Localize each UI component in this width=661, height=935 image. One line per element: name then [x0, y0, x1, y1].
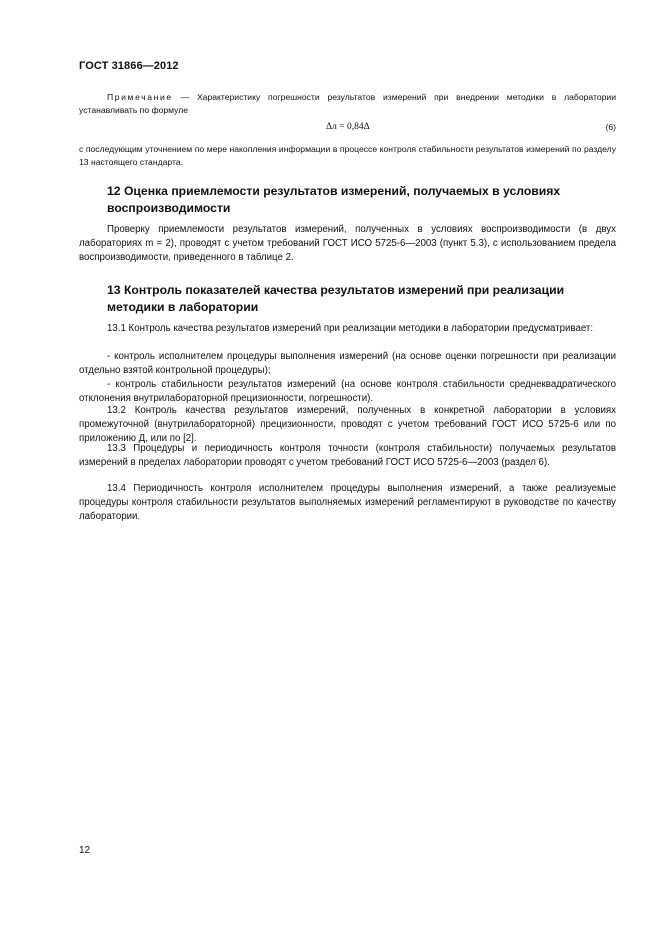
formula-row: [79, 122, 616, 136]
note-label: Примечание: [107, 92, 173, 102]
formula-expression: Δл = 0,84Δ: [326, 122, 370, 132]
standard-header: ГОСТ 31866—2012: [79, 60, 179, 72]
section-13-title: 13 Контроль показателей качества результатов измерений при реализации методики в лаборатории: [107, 283, 565, 314]
note-dash: —: [172, 92, 197, 102]
section-13-3-paragraph: 13.3 Процедуры и периодичность контроля точности (контроля стабильности) получаемых результатов измерений в пределах лаборатории проводят с учетом требований ГОСТ ИСО 5725-6—2003 (раздел 6).: [79, 443, 616, 468]
section-13-2-paragraph: 13.2 Контроль качества результатов измерений, полученных в конкретной лаборатории в условиях промежуточной (внутрилабораторной) прецизионности, проводят с учетом требований ГОСТ ИСО 5725-6 или по приложению Д, или по [2].: [79, 405, 616, 444]
page-number: 12: [79, 845, 91, 856]
section-13-1-item-2: - контроль стабильности результатов измерений (на основе контроля стабильности среднеквадратического отклонения внутрилабораторной прецизионности, погрешности).: [79, 379, 616, 404]
formula-number: (6): [605, 122, 616, 132]
section-12-title: 12 Оценка приемлемости результатов измерений, получаемых в условиях воспроизводимости: [107, 184, 561, 215]
section-13-1-paragraph: 13.1 Контроль качества результатов измерений при реализации методики в лаборатории предусматривает:: [107, 323, 594, 334]
section-13-4-paragraph: 13.4 Периодичность контроля исполнителем процедуры выполнения измерений, а также реализуемые процедуры контроля стабильности результатов выполняемых измерений регламентируют в руководстве по качеству лаборатории.: [79, 483, 616, 522]
section-13-1-item-1: - контроль исполнителем процедуры выполнения измерений (на основе оценки погрешности при реализации отдельно взятой контрольной процедуры);: [79, 351, 616, 376]
section-12-paragraph: Проверку приемлемости результатов измерений, полученных в условиях воспроизводимости (в двух лабораториях m = 2), проводят с учетом требований ГОСТ ИСО 5725-6—2003 (пункт 5.3), с использованием предела воспроизводимости, приведенного в таблице 2.: [79, 224, 616, 263]
note-continuation: с последующим уточнением по мере накопления информации в процессе контроля стабильности результатов измерений по разделу 13 настоящего стандарта.: [79, 144, 616, 167]
note-paragraph: [79, 91, 616, 117]
note-text: Характеристику погрешности результатов измерений при внедрении методики в лаборатории устанавливать по формуле: [79, 92, 617, 115]
